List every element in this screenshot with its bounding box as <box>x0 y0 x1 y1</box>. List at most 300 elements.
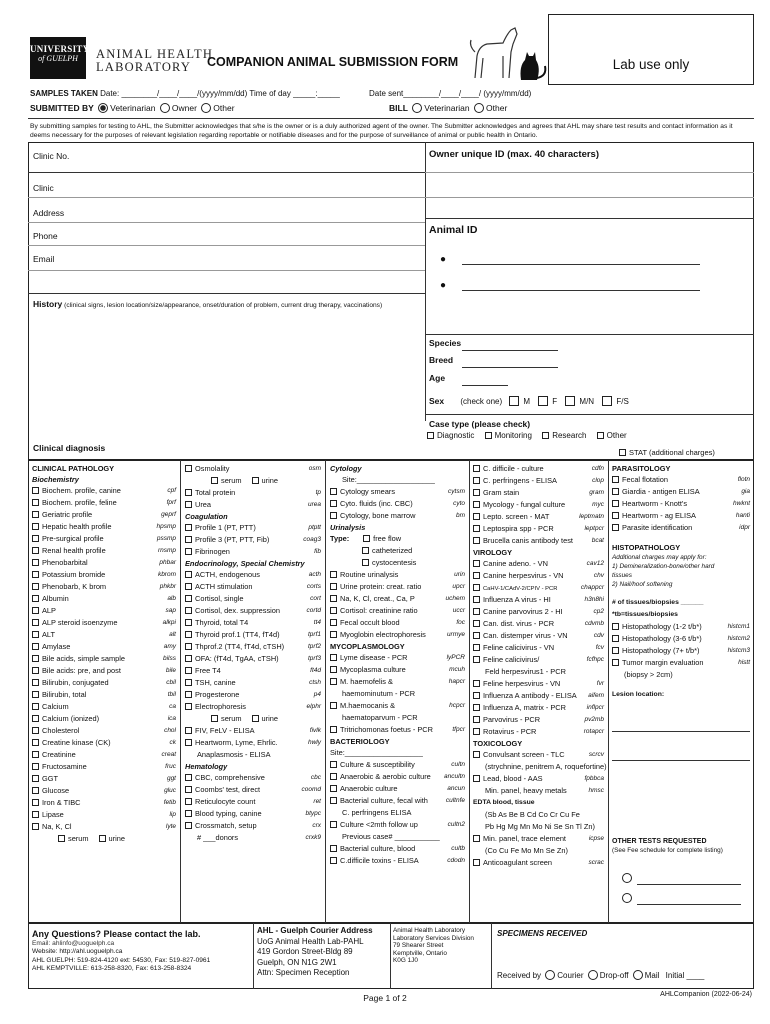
test-code: histt <box>738 659 750 666</box>
test-item[interactable] <box>330 855 465 867</box>
test-checkbox[interactable] <box>473 620 480 627</box>
test-item[interactable] <box>32 773 176 785</box>
test-checkbox[interactable] <box>32 667 39 674</box>
test-checkbox[interactable] <box>612 659 619 666</box>
test-item[interactable] <box>185 581 321 593</box>
test-checkbox[interactable] <box>32 595 39 602</box>
contact-website[interactable]: Website: http://ahl.uoguelph.ca <box>32 948 123 956</box>
serum-checkbox[interactable] <box>58 835 65 842</box>
test-item[interactable] <box>330 593 465 605</box>
test-checkbox[interactable] <box>32 775 39 782</box>
bill-other-radio[interactable] <box>474 103 484 113</box>
test-checkbox[interactable] <box>473 632 480 639</box>
test-item[interactable] <box>330 843 465 855</box>
test-item[interactable] <box>32 761 176 773</box>
test-item[interactable] <box>185 641 321 653</box>
test-checkbox[interactable] <box>612 524 619 531</box>
test-item[interactable] <box>330 795 465 807</box>
test-checkbox[interactable] <box>185 679 192 686</box>
test-item[interactable] <box>612 621 750 633</box>
test-checkbox[interactable] <box>330 583 337 590</box>
test-checkbox[interactable] <box>330 500 337 507</box>
test-item[interactable] <box>32 689 176 701</box>
test-checkbox[interactable] <box>473 859 480 866</box>
test-item[interactable] <box>612 645 750 657</box>
test-checkbox[interactable] <box>185 667 192 674</box>
test-item[interactable] <box>185 772 321 784</box>
test-checkbox[interactable] <box>612 512 619 519</box>
age-label: Age <box>429 373 446 383</box>
test-code: geprf <box>161 511 176 518</box>
test-item[interactable] <box>473 570 604 582</box>
submitted-owner-radio[interactable] <box>160 103 170 113</box>
time-of-day-field[interactable]: Time of day _____:_____ <box>249 89 340 98</box>
history-field[interactable] <box>33 299 382 309</box>
test-item[interactable] <box>473 654 604 666</box>
test-item[interactable] <box>473 642 604 654</box>
age-line[interactable] <box>462 385 508 386</box>
test-checkbox[interactable] <box>330 678 337 685</box>
test-item[interactable] <box>185 617 321 629</box>
test-checkbox[interactable] <box>185 524 192 531</box>
serum-checkbox[interactable] <box>211 477 218 484</box>
address-line: Laboratory Services Division <box>393 934 474 942</box>
test-checkbox[interactable] <box>185 595 192 602</box>
test-item[interactable] <box>185 653 321 665</box>
serum-checkbox[interactable] <box>211 715 218 722</box>
test-checkbox[interactable] <box>473 835 480 842</box>
test-checkbox[interactable] <box>32 727 39 734</box>
test-item[interactable] <box>330 569 465 581</box>
test-label: Na, K, Cl, creat., Ca, P <box>340 594 415 603</box>
test-checkbox[interactable] <box>32 799 39 806</box>
sex-m-checkbox[interactable] <box>509 396 519 406</box>
test-label: Electrophoresis <box>195 702 246 711</box>
test-item[interactable] <box>185 701 321 713</box>
test-item[interactable] <box>330 581 465 593</box>
test-checkbox[interactable] <box>32 715 39 722</box>
test-item[interactable] <box>330 759 465 771</box>
test-checkbox[interactable] <box>473 775 480 782</box>
test-item[interactable] <box>32 617 176 629</box>
test-item[interactable] <box>32 629 176 641</box>
test-checkbox[interactable] <box>473 465 480 472</box>
case-other-checkbox[interactable] <box>597 432 604 439</box>
test-checkbox[interactable] <box>330 488 337 495</box>
sample-type-row <box>185 713 321 725</box>
test-item[interactable] <box>185 629 321 641</box>
test-item[interactable] <box>32 701 176 713</box>
test-item[interactable] <box>473 499 604 511</box>
test-checkbox[interactable] <box>473 477 480 484</box>
test-checkbox[interactable] <box>330 761 337 768</box>
test-checkbox[interactable] <box>32 751 39 758</box>
subsection-heading: Biochemistry <box>32 475 79 484</box>
test-item[interactable] <box>32 725 176 737</box>
test-code: corts <box>306 583 321 590</box>
test-item[interactable] <box>612 510 750 522</box>
test-item[interactable] <box>32 533 176 545</box>
test-label: Anaerobic culture <box>340 784 398 793</box>
sex-mn-checkbox[interactable] <box>565 396 575 406</box>
history-label: History <box>33 299 63 309</box>
test-item[interactable] <box>32 509 176 521</box>
test-checkbox[interactable] <box>32 511 39 518</box>
test-item[interactable] <box>473 726 604 738</box>
test-checkbox[interactable] <box>473 680 480 687</box>
test-checkbox[interactable] <box>32 643 39 650</box>
test-item[interactable] <box>473 487 604 499</box>
test-checkbox[interactable] <box>330 666 337 673</box>
test-checkbox[interactable] <box>612 476 619 483</box>
test-checkbox[interactable] <box>185 619 192 626</box>
test-item[interactable] <box>32 797 176 809</box>
urine-type-checkbox[interactable] <box>363 535 370 542</box>
test-checkbox[interactable] <box>473 525 480 532</box>
test-checkbox[interactable] <box>330 631 337 638</box>
test-label: Anticoagulant screen <box>483 858 553 867</box>
test-checkbox[interactable] <box>32 607 39 614</box>
test-item[interactable] <box>32 605 176 617</box>
test-checkbox[interactable] <box>32 691 39 698</box>
test-item[interactable] <box>32 665 176 677</box>
test-item[interactable] <box>473 475 604 487</box>
test-checkbox[interactable] <box>330 785 337 792</box>
continuation-text: C. perfringens ELISA <box>342 808 412 817</box>
test-checkbox[interactable] <box>185 548 192 555</box>
test-continuation <box>330 831 465 843</box>
test-item[interactable] <box>330 510 465 522</box>
submitted-veterinarian-radio[interactable] <box>98 103 108 113</box>
test-item[interactable] <box>32 593 176 605</box>
lesion-location-line[interactable] <box>612 731 750 732</box>
test-item[interactable] <box>32 569 176 581</box>
test-item[interactable] <box>185 689 321 701</box>
test-item[interactable] <box>32 737 176 749</box>
test-item[interactable] <box>185 569 321 581</box>
test-item[interactable] <box>330 771 465 783</box>
test-item[interactable] <box>185 820 321 832</box>
test-item[interactable] <box>330 724 465 736</box>
test-checkbox[interactable] <box>330 726 337 733</box>
test-checkbox[interactable] <box>473 489 480 496</box>
test-item[interactable] <box>473 630 604 642</box>
test-checkbox[interactable] <box>185 822 192 829</box>
test-item[interactable] <box>32 557 176 569</box>
test-item[interactable] <box>32 749 176 761</box>
test-checkbox[interactable] <box>32 619 39 626</box>
contact-email[interactable]: Email: ahlinfo@uoguelph.ca <box>32 940 115 947</box>
test-item[interactable] <box>330 700 465 712</box>
test-item[interactable] <box>330 629 465 641</box>
test-item[interactable] <box>612 633 750 645</box>
test-checkbox[interactable] <box>473 560 480 567</box>
other-test-2[interactable] <box>620 893 634 903</box>
test-code: hanti <box>735 512 750 519</box>
test-checkbox[interactable] <box>32 763 39 770</box>
test-checkbox[interactable] <box>185 643 192 650</box>
test-item[interactable] <box>330 486 465 498</box>
test-code: histcm1 <box>727 623 750 630</box>
test-checkbox[interactable] <box>473 728 480 735</box>
test-item[interactable] <box>330 783 465 795</box>
test-continuation <box>473 845 604 857</box>
test-item[interactable] <box>32 713 176 725</box>
test-item[interactable] <box>32 497 176 509</box>
case-diagnostic-checkbox[interactable] <box>427 432 434 439</box>
test-item[interactable] <box>32 653 176 665</box>
test-continuation[interactable] <box>330 747 465 759</box>
received-mail-radio[interactable] <box>633 970 643 980</box>
test-item[interactable] <box>32 485 176 497</box>
case-monitoring-checkbox[interactable] <box>485 432 492 439</box>
species-line[interactable] <box>462 350 558 351</box>
test-code: tp <box>315 489 321 496</box>
urine-checkbox[interactable] <box>252 715 259 722</box>
test-item[interactable] <box>612 486 750 498</box>
test-item[interactable] <box>330 652 465 664</box>
test-continuation <box>473 821 604 833</box>
urine-type-checkbox[interactable] <box>362 559 369 566</box>
test-item[interactable] <box>473 773 604 785</box>
other-test-1[interactable] <box>620 873 634 883</box>
test-label: Histopathology (1-2 t/b*) <box>622 622 702 631</box>
test-item[interactable] <box>473 606 604 618</box>
test-label: TSH, canine <box>195 678 236 687</box>
test-item[interactable] <box>473 594 604 606</box>
test-checkbox[interactable] <box>185 501 192 508</box>
test-checkbox[interactable] <box>185 465 192 472</box>
test-checkbox[interactable] <box>32 559 39 566</box>
test-item[interactable] <box>185 522 321 534</box>
test-item[interactable] <box>473 558 604 570</box>
submitted-other-radio[interactable] <box>201 103 211 113</box>
checkbox-label: STAT (additional charges) <box>629 448 715 457</box>
test-label: FIV, FeLV - ELISA <box>195 726 255 735</box>
test-checkbox[interactable] <box>32 631 39 638</box>
test-checkbox[interactable] <box>612 623 619 630</box>
test-item[interactable] <box>185 784 321 796</box>
urine-checkbox[interactable] <box>252 477 259 484</box>
species-label: Species <box>429 338 462 348</box>
test-checkbox[interactable] <box>330 845 337 852</box>
animal-id-line[interactable] <box>462 264 700 265</box>
test-checkbox[interactable] <box>185 774 192 781</box>
test-checkbox[interactable] <box>32 655 39 662</box>
test-checkbox[interactable] <box>330 607 337 614</box>
test-checkbox[interactable] <box>473 537 480 544</box>
test-checkbox[interactable] <box>185 691 192 698</box>
test-item[interactable] <box>473 582 604 594</box>
test-checkbox[interactable] <box>185 489 192 496</box>
test-checkbox[interactable] <box>185 571 192 578</box>
bill-veterinarian-radio[interactable] <box>412 103 422 113</box>
test-item[interactable] <box>185 677 321 689</box>
test-checkbox[interactable] <box>185 739 192 746</box>
test-checkbox[interactable] <box>330 571 337 578</box>
samples-date-field[interactable]: Date: ________/____/____/(yyyy/mm/dd) <box>100 89 248 98</box>
test-checkbox[interactable] <box>32 535 39 542</box>
test-item[interactable] <box>473 702 604 714</box>
test-checkbox[interactable] <box>32 523 39 530</box>
test-item[interactable] <box>473 463 604 475</box>
test-checkbox[interactable] <box>330 595 337 602</box>
test-checkbox[interactable] <box>32 487 39 494</box>
animal-id-line[interactable] <box>462 290 700 291</box>
lesion-location-line[interactable] <box>612 760 750 761</box>
received-dropoff-radio[interactable] <box>588 970 598 980</box>
test-item[interactable] <box>185 463 321 475</box>
test-item[interactable] <box>612 474 750 486</box>
test-checkbox[interactable] <box>330 654 337 661</box>
test-item[interactable] <box>612 657 750 669</box>
address-line: UoG Animal Health Lab-PAHL <box>257 936 364 946</box>
test-checkbox[interactable] <box>185 703 192 710</box>
test-checkbox[interactable] <box>473 704 480 711</box>
test-checkbox[interactable] <box>32 703 39 710</box>
test-item[interactable] <box>185 737 321 749</box>
sex-fs-checkbox[interactable] <box>602 396 612 406</box>
test-checkbox[interactable] <box>612 647 619 654</box>
test-item[interactable] <box>612 522 750 534</box>
checkbox-label: cystocentesis <box>372 558 417 567</box>
case-research-checkbox[interactable] <box>542 432 549 439</box>
test-checkbox[interactable] <box>473 501 480 508</box>
test-checkbox[interactable] <box>330 702 337 709</box>
test-checkbox[interactable] <box>32 547 39 554</box>
test-checkbox[interactable] <box>32 811 39 818</box>
test-checkbox[interactable] <box>185 631 192 638</box>
test-checkbox[interactable] <box>473 716 480 723</box>
test-label: Tritrichomonas foetus - PCR <box>340 725 433 734</box>
test-item[interactable] <box>330 664 465 676</box>
sex-f-checkbox[interactable] <box>538 396 548 406</box>
test-item[interactable] <box>32 521 176 533</box>
test-item[interactable] <box>473 857 604 869</box>
test-item[interactable] <box>185 665 321 677</box>
test-checkbox[interactable] <box>473 572 480 579</box>
test-item[interactable] <box>185 499 321 511</box>
test-checkbox[interactable] <box>185 583 192 590</box>
test-item[interactable] <box>185 808 321 820</box>
test-checkbox[interactable] <box>32 571 39 578</box>
test-checkbox[interactable] <box>473 692 480 699</box>
questions-heading: Any Questions? Please contact the lab. <box>32 929 201 939</box>
test-item[interactable] <box>32 785 176 797</box>
spacer <box>612 534 750 542</box>
test-checkbox[interactable] <box>473 513 480 520</box>
test-item[interactable] <box>473 714 604 726</box>
test-checkbox[interactable] <box>185 536 192 543</box>
test-checkbox[interactable] <box>612 635 619 642</box>
test-checkbox[interactable] <box>330 512 337 519</box>
date-sent-field[interactable]: Date sent________/____/____/ (yyyy/mm/dd) <box>369 89 532 98</box>
test-item[interactable] <box>473 535 604 547</box>
test-item[interactable] <box>473 618 604 630</box>
test-item[interactable] <box>612 498 750 510</box>
test-code: p4 <box>313 691 321 698</box>
test-checkbox[interactable] <box>473 751 480 758</box>
test-checkbox[interactable] <box>330 821 337 828</box>
test-checkbox[interactable] <box>473 656 480 663</box>
test-item[interactable] <box>473 523 604 535</box>
test-item[interactable] <box>32 581 176 593</box>
test-checkbox[interactable] <box>330 797 337 804</box>
test-checkbox[interactable] <box>330 857 337 864</box>
test-checkbox[interactable] <box>612 500 619 507</box>
initial-field[interactable]: Initial ____ <box>665 971 705 980</box>
test-label: Lepto. screen - MAT <box>483 512 550 521</box>
test-checkbox[interactable] <box>32 787 39 794</box>
test-item[interactable] <box>185 534 321 546</box>
test-checkbox[interactable] <box>473 596 480 603</box>
test-checkbox[interactable] <box>185 607 192 614</box>
test-checkbox[interactable] <box>612 488 619 495</box>
test-item[interactable] <box>473 678 604 690</box>
test-item[interactable] <box>32 641 176 653</box>
stat-checkbox[interactable] <box>619 449 626 456</box>
test-code: urin <box>454 571 465 578</box>
test-checkbox[interactable] <box>185 798 192 805</box>
test-code: hmsc <box>588 787 604 794</box>
test-checkbox[interactable] <box>330 619 337 626</box>
test-item[interactable] <box>185 487 321 499</box>
test-item[interactable] <box>330 819 465 831</box>
test-code: fvr <box>596 680 604 687</box>
test-item[interactable] <box>32 809 176 821</box>
test-checkbox[interactable] <box>473 608 480 615</box>
test-item[interactable] <box>473 833 604 845</box>
test-item[interactable] <box>473 511 604 523</box>
test-item[interactable] <box>330 617 465 629</box>
test-checkbox[interactable] <box>473 644 480 651</box>
test-checkbox[interactable] <box>32 739 39 746</box>
test-checkbox[interactable] <box>185 655 192 662</box>
urine-type-checkbox[interactable] <box>362 547 369 554</box>
test-item[interactable] <box>473 690 604 702</box>
test-checkbox[interactable] <box>185 786 192 793</box>
test-checkbox[interactable] <box>185 727 192 734</box>
test-item[interactable] <box>330 676 465 688</box>
test-checkbox[interactable] <box>32 823 39 830</box>
subsection-heading: Coagulation <box>185 512 228 521</box>
test-item[interactable] <box>32 821 176 833</box>
test-item[interactable] <box>32 677 176 689</box>
test-item[interactable] <box>330 498 465 510</box>
test-checkbox[interactable] <box>185 810 192 817</box>
test-code: rotapcr <box>583 728 604 735</box>
test-checkbox[interactable] <box>32 679 39 686</box>
test-item[interactable] <box>185 796 321 808</box>
test-checkbox[interactable] <box>473 584 480 591</box>
test-item[interactable] <box>330 605 465 617</box>
test-item[interactable] <box>185 546 321 558</box>
subsection-heading: Hematology <box>185 762 228 771</box>
divider <box>28 118 754 119</box>
test-checkbox[interactable] <box>32 499 39 506</box>
test-item[interactable] <box>185 593 321 605</box>
test-item[interactable] <box>185 725 321 737</box>
breed-line[interactable] <box>462 367 558 368</box>
test-item[interactable] <box>473 749 604 761</box>
checkbox-label: F/S <box>616 397 629 406</box>
test-item[interactable] <box>185 605 321 617</box>
test-item[interactable] <box>32 545 176 557</box>
test-checkbox[interactable] <box>32 583 39 590</box>
urine-checkbox[interactable] <box>99 835 106 842</box>
received-courier-radio[interactable] <box>545 970 555 980</box>
test-checkbox[interactable] <box>330 773 337 780</box>
